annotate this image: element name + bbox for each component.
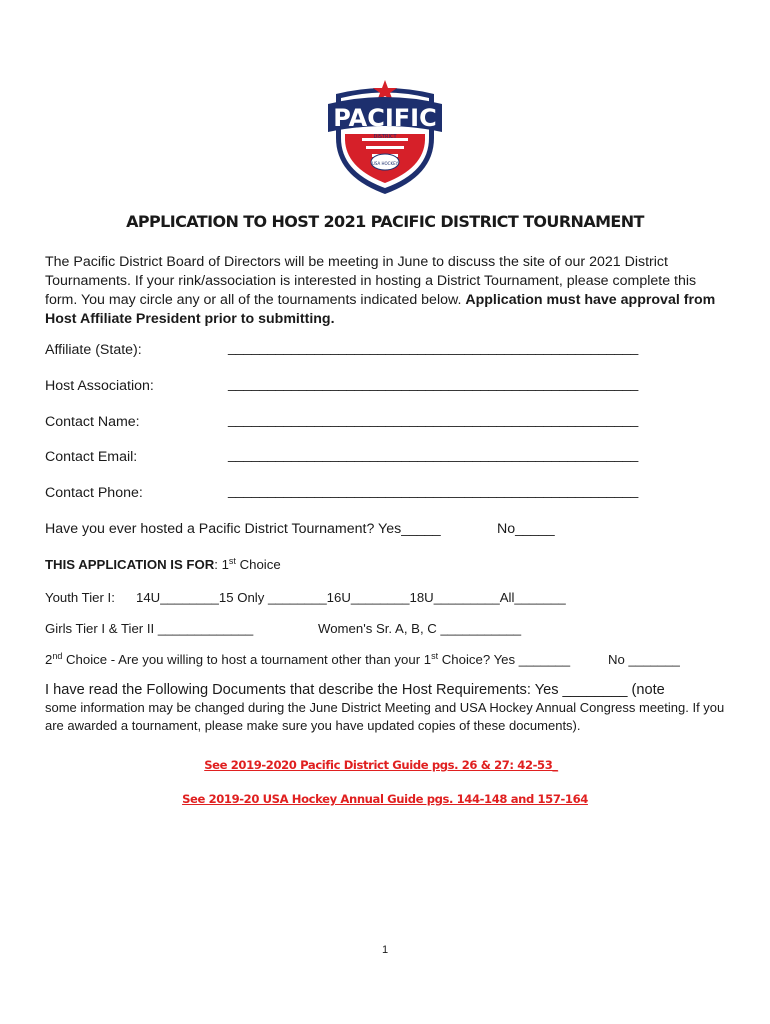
acknowledgement-note: some information may be changed during the June District Meeting and USA Hockey Annual Congress meeting. If you are awarded a tournament, please make sure you have updated copies of these documents). <box>45 700 725 733</box>
contact-email-label: Contact Email: <box>45 449 138 465</box>
contact-email-field[interactable]: ____________________________________________________ <box>228 447 639 463</box>
choice-prefix: : 1 <box>214 557 229 572</box>
second-choice-sup2: st <box>431 651 439 661</box>
affiliate-field[interactable]: ____________________________________________________ <box>228 340 639 356</box>
page-title: APPLICATION TO HOST 2021 PACIFIC DISTRICT TOURNAMENT <box>126 212 644 231</box>
womens-sr[interactable]: Women's Sr. A, B, C ___________ <box>318 621 522 636</box>
contact-phone-label: Contact Phone: <box>45 485 143 501</box>
host-association-label: Host Association: <box>45 378 154 394</box>
contact-name-field[interactable]: ____________________________________________________ <box>228 412 639 428</box>
logo-wordmark: PACIFIC <box>333 104 437 132</box>
hosted-no[interactable]: No_____ <box>497 521 555 537</box>
contact-name-label: Contact Name: <box>45 414 140 430</box>
application-for <box>45 557 281 572</box>
affiliate-label: Affiliate (State): <box>45 342 142 358</box>
youth-tier-label: Youth Tier I: <box>45 590 115 605</box>
second-choice[interactable] <box>45 652 570 667</box>
girls-tier[interactable]: Girls Tier I & Tier II _____________ <box>45 621 254 636</box>
youth-tier-options[interactable]: 14U________15 Only ________16U________18U_________All_______ <box>136 590 566 605</box>
second-choice-no[interactable]: No _______ <box>608 652 680 667</box>
second-choice-text-b: Choice? Yes _______ <box>438 652 571 667</box>
intro-text: The Pacific District Board of Directors will be meeting in June to discuss the site of our 2021 District Tournaments. If your rink/association is interested in hosting a District Tournament, please complete this form. You may circle any or all of the tournaments indicated below. <box>45 254 697 308</box>
application-for-label: THIS APPLICATION IS FOR <box>45 557 215 572</box>
intro-bold-note: Application must have approval from Host Affiliate President prior to submitting. <box>45 292 716 327</box>
page-number: 1 <box>381 944 389 956</box>
choice-sup: st <box>228 556 236 566</box>
pacific-district-logo <box>326 76 444 196</box>
acknowledgement <box>45 681 735 735</box>
logo-subtext: DISTRICT <box>373 134 397 140</box>
hosted-question <box>45 521 441 537</box>
logo-badge: USA HOCKEY <box>371 161 399 166</box>
second-choice-text-a: Choice - Are you willing to host a tournament other than your 1 <box>62 652 432 667</box>
usa-guide-link[interactable]: See 2019-20 USA Hockey Annual Guide pgs. 144-148 and 157-164 <box>182 792 588 806</box>
host-association-field[interactable]: ____________________________________________________ <box>228 376 639 392</box>
acknowledgement-line1: I have read the Following Documents that describe the Host Requirements: Yes ________ (note <box>45 682 665 698</box>
intro-paragraph <box>45 253 725 329</box>
choice-suffix: Choice <box>235 557 281 572</box>
second-choice-sup: nd <box>52 651 63 661</box>
hosted-question-text: Have you ever hosted a Pacific District Tournament? <box>45 521 375 537</box>
hosted-yes[interactable]: Yes_____ <box>378 521 441 537</box>
district-guide-link[interactable]: See 2019-2020 Pacific District Guide pgs. 26 & 27: 42-53_ <box>204 758 558 772</box>
second-choice-num: 2 <box>45 652 53 667</box>
contact-phone-field[interactable]: ____________________________________________________ <box>228 483 639 499</box>
